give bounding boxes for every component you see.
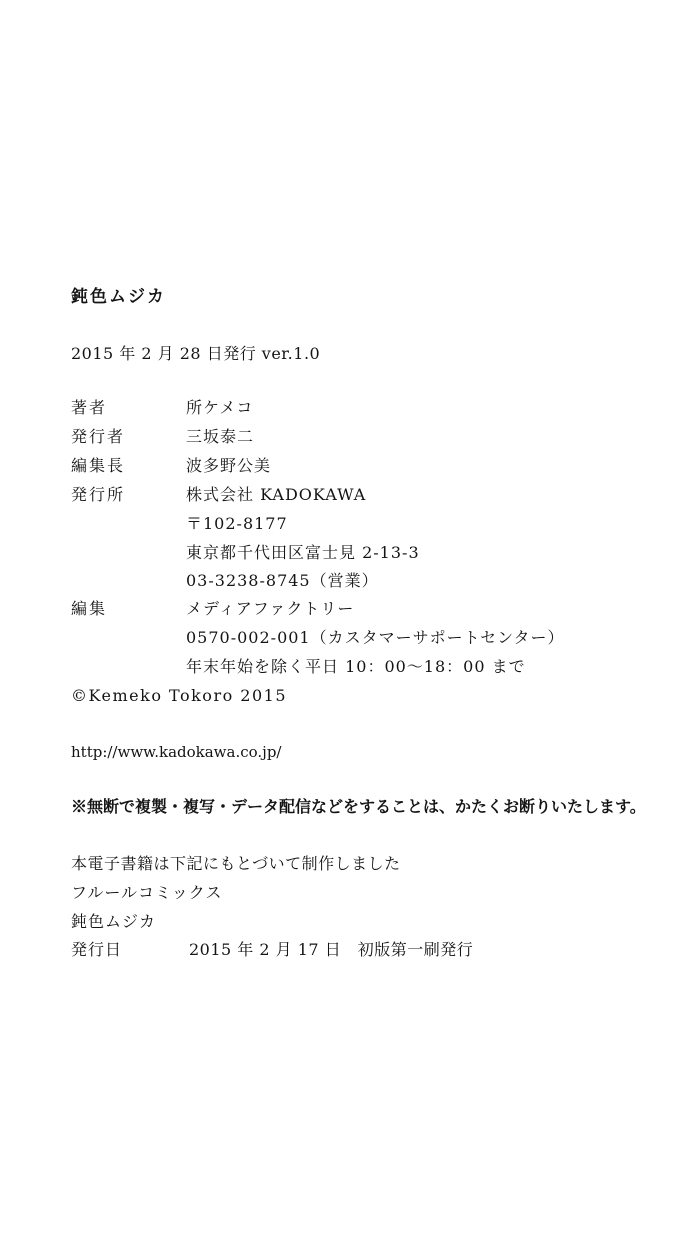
- credit-label: 発行者: [71, 427, 126, 446]
- support-phone: 0570-002-001（カスタマーサポートセンター）: [186, 628, 565, 647]
- website-link[interactable]: http://www.kadokawa.co.jp/: [71, 743, 282, 761]
- credit-value: 波多野公美: [186, 456, 272, 475]
- credit-row-publishing-house: [71, 485, 366, 505]
- source-title: 鈍色ムジカ: [71, 912, 157, 931]
- credit-row-author: [71, 398, 253, 418]
- source-date-row: [71, 940, 473, 960]
- support-hours: 年末年始を除く平日 10：00～18：00 まで: [186, 657, 526, 676]
- credit-label: 編集長: [71, 456, 126, 475]
- edition-line: 2015 年 2 月 28 日発行 ver.1.0: [71, 344, 321, 363]
- credit-value: 所ケメコ: [186, 398, 254, 417]
- credit-value: 三坂泰二: [186, 427, 255, 446]
- credit-row-chief-editor: [71, 456, 271, 476]
- address: 東京都千代田区富士見 2-13-3: [186, 543, 420, 562]
- credit-value: メディアファクトリー: [186, 599, 355, 618]
- credit-label: 編集: [71, 599, 108, 618]
- credit-value: 株式会社 KADOKAWA: [186, 485, 367, 504]
- credit-label: 著者: [71, 398, 108, 417]
- source-date-label: 発行日: [71, 940, 123, 959]
- credit-row-publisher: [71, 427, 254, 447]
- credit-label: 発行所: [71, 485, 126, 504]
- copy-notice: ※無断で複製・複写・データ配信などをすることは、かたくお断りいたします。: [71, 797, 646, 816]
- book-title: 鈍色ムジカ: [71, 287, 166, 307]
- source-label-line: フルールコミックス: [71, 883, 223, 902]
- copyright: ©Kemeko Tokoro 2015: [71, 686, 288, 705]
- credit-row-editor: [71, 599, 354, 619]
- postal-code: 〒102-8177: [186, 514, 288, 533]
- source-date-value: 2015 年 2 月 17 日 初版第一刷発行: [189, 940, 474, 959]
- source-intro: 本電子書籍は下記にもとづいて制作しました: [71, 854, 401, 873]
- sales-phone: 03-3238-8745（営業）: [186, 571, 379, 590]
